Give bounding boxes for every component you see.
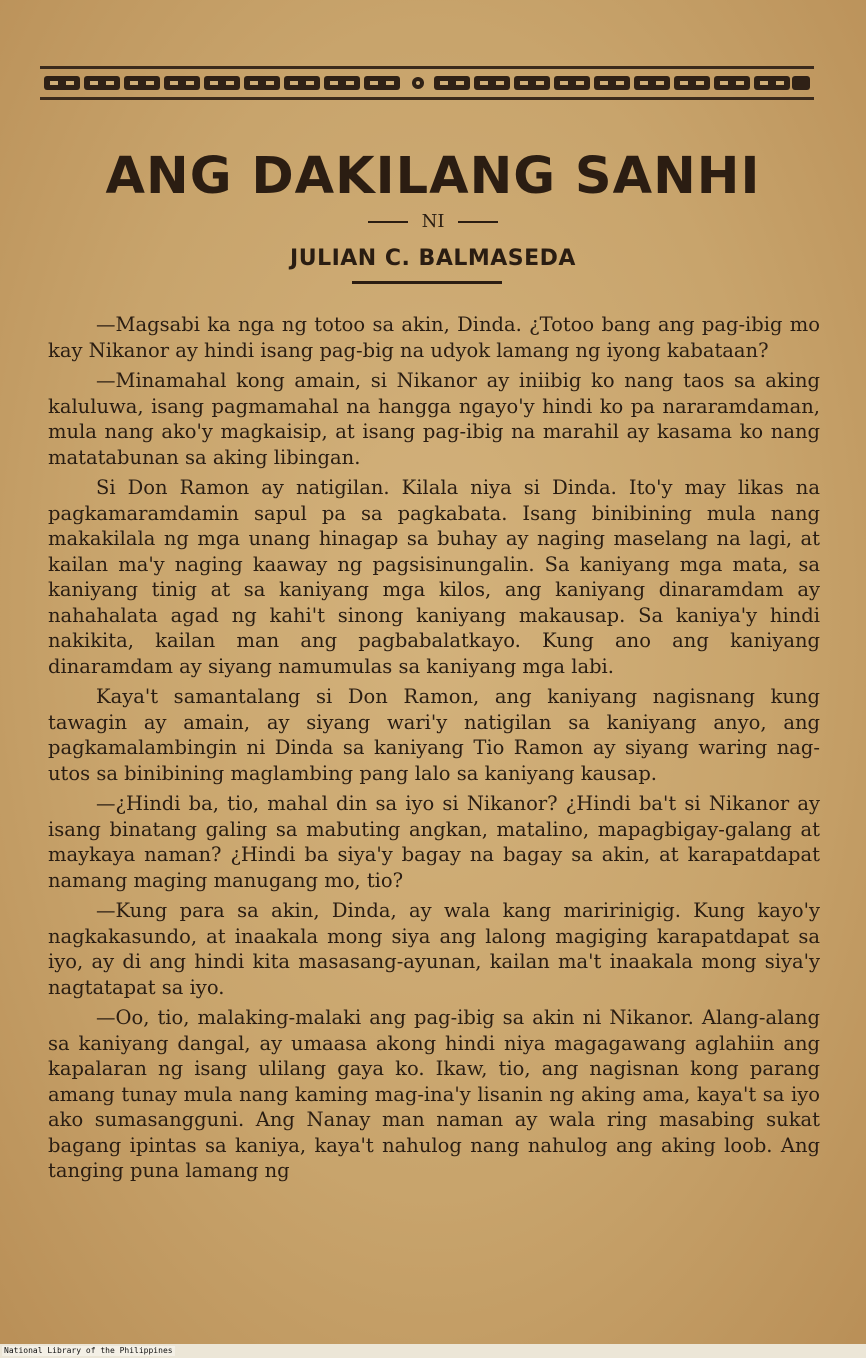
author-underline <box>352 281 502 284</box>
paragraph: —Kung para sa akin, Dinda, ay wala kang maririnigig. Kung kayo'y nagkakasundo, at inaakala mong siya ang lalong magiging karapatdapat sa iyo, ay di ang hindi kita masasang-ayunan, kailan ma't inaakala mong siya'y nagtatapat sa iyo. <box>48 899 820 999</box>
byline-ni-label: NI <box>421 211 445 232</box>
paragraph: —Oo, tio, malaking-malaki ang pag-ibig sa akin ni Nikanor. Alang-alang sa kaniyang dangal, ay umaasa akong hindi niya magagawang aglahiin ang kapalaran ng isang ulilang gaya ko. Ikaw, tio, ang nagisnan kong parang amang tunay mula nang kaming mag-ina'y lisanin ng aking ama, kaya't sa iyo ako sumasangguni. Ang Nanay man naman ay wala ring masabing sukat bagang ipintas sa kaniya, kaya't nahulog nang nahulog ang aking loob. Ang tanging puna lamang ng <box>48 1006 820 1182</box>
library-credit: National Library of the Philippines <box>4 1346 173 1355</box>
author-name: JULIAN C. BALMASEDA <box>290 246 576 271</box>
story-title: ANG DAKILANG SANHI <box>105 147 761 206</box>
paragraph: Si Don Ramon ay natigilan. Kilala niya si Dinda. Ito'y may likas na pagkamaramdamin sapul pa sa pagkabata. Isang binibining mula nang makakilala ng mga unang hinagap sa buhay ay naging maselang na lagi, at kailan ma'y naging kaaway ng pagsisinungalin. Sa kaniyang mga mata, sa kaniyang tinig at sa kaniyang mga kilos, ang kaniyang dinaramdam ay nahahalata agad ng kahi't sinong kaniyang makausap. Sa kaniya'y hindi nakikita, kailan man ang pagbabalatkayo. Kung ano ang kaniyang dinaramdam ay siyang namumulas sa kaniyang mga labi. <box>48 476 820 678</box>
paragraph: Kaya't samantalang si Don Ramon, ang kaniyang nagisnang kung tawagin ay amain, ay siyang wari'y natigilan sa kaniyang anyo, ang pagkamalambingin ni Dinda sa kaniyang Tio Ramon ay siyang waring nag-utos sa binibining maglambing pang lalo sa kaniyang kausap. <box>48 685 820 785</box>
paragraph: —¿Hindi ba, tio, mahal din sa iyo si Nikanor? ¿Hindi ba't si Nikanor ay isang binatang galing sa mabuting angkan, matalino, mapagbigay-galang at maykaya naman? ¿Hindi ba siya'y bagay na bagay sa akin, at karapatdapat namang maging manugang mo, tio? <box>48 792 820 892</box>
ornamental-border <box>40 66 814 100</box>
byline-dash-left <box>368 221 408 223</box>
byline-dash-right <box>458 221 498 223</box>
paragraph: —Minamahal kong amain, si Nikanor ay iniibig ko nang taos sa aking kaluluwa, isang pagmamahal na hangga ngayo'y hindi ko pa nararamdaman, mula nang ako'y magkaisip, at isang pag-ibig na marahil ay kasama ko nang matatabunan sa aking libingan. <box>48 369 820 469</box>
ornament-pattern-icon <box>40 73 814 93</box>
paragraph: —Magsabi ka nga ng totoo sa akin, Dinda. ¿Totoo bang ang pag-ibig mo kay Nikanor ay hindi isang pag-big na udyok lamang ng iyong kabataan? <box>48 313 820 362</box>
byline-ni <box>0 209 866 235</box>
story-body <box>48 312 820 1189</box>
